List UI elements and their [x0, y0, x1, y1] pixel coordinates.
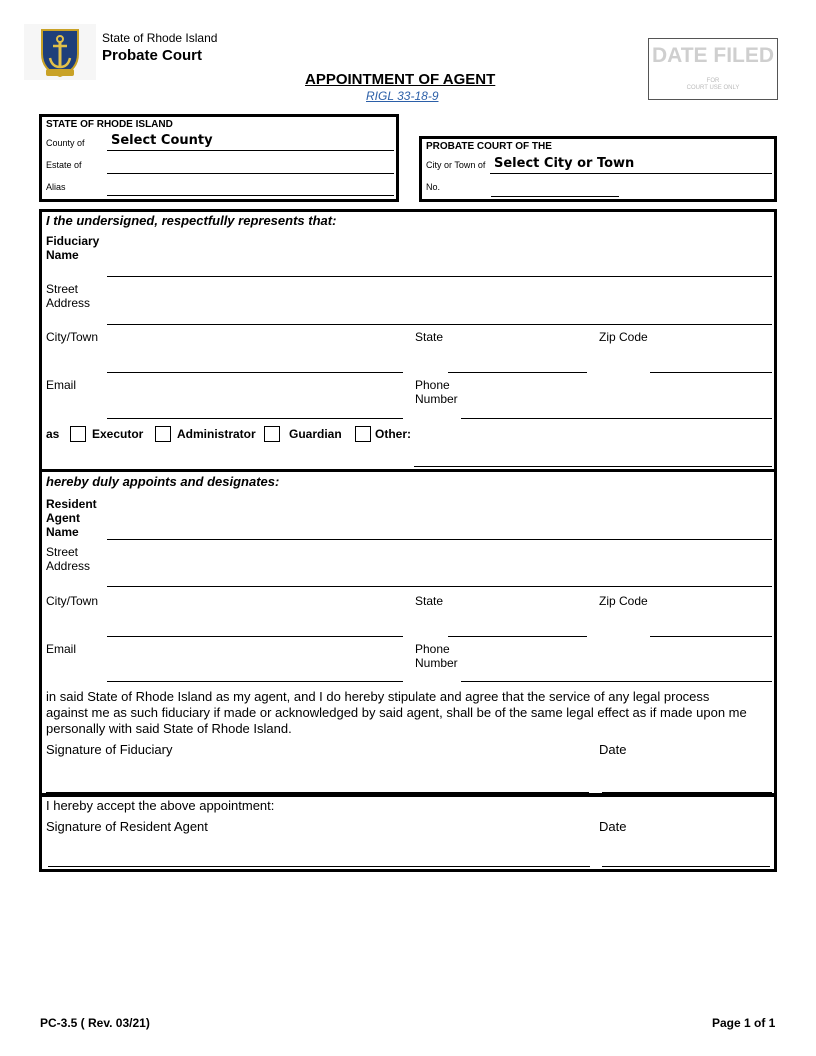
agent-name-line [107, 539, 772, 540]
fiduciary-phone-label-2: Number [415, 392, 458, 406]
fiduciary-street-label-1: Street [46, 282, 79, 296]
court-name: Probate Court [102, 47, 203, 64]
case-number-field[interactable] [491, 180, 619, 196]
county-label: County of [46, 138, 85, 148]
fiduciary-zip-label: Zip Code [599, 330, 648, 344]
fiduciary-state-line [448, 372, 587, 373]
city-town-label: City or Town of [426, 160, 486, 170]
agent-date-label: Date [599, 819, 627, 834]
probate-court-heading: PROBATE COURT OF THE [426, 141, 552, 152]
guardian-checkbox[interactable] [264, 426, 280, 442]
other-label: Other: [375, 427, 411, 441]
anchor-icon [24, 24, 96, 80]
agent-zip-label: Zip Code [599, 594, 648, 608]
agent-email-line [107, 681, 403, 682]
fiduciary-heading: I the undersigned, respectfully represents that: [46, 213, 337, 228]
fiduciary-zip-field[interactable] [650, 352, 772, 372]
case-number-line [491, 196, 619, 197]
court-use-label: COURT USE ONLY [686, 85, 740, 91]
administrator-checkbox[interactable] [155, 426, 171, 442]
fiduciary-city-line [107, 372, 403, 373]
stipulation-line-1: in said State of Rhode Island as my agent, and I do hereby stipulate and agree that the service of any legal process [46, 689, 710, 704]
fiduciary-city-field[interactable] [107, 352, 403, 372]
fiduciary-email-label: Email [46, 378, 77, 392]
date-filed-box [648, 38, 778, 100]
date-filed-label: DATE FILED [651, 44, 775, 67]
alias-line [107, 195, 394, 196]
fiduciary-city-label: City/Town [46, 330, 99, 344]
agent-phone-label-2: Number [415, 656, 458, 670]
agent-zip-field[interactable] [650, 616, 772, 636]
state-heading: STATE OF RHODE ISLAND [46, 119, 173, 130]
fiduciary-name-label-2: Name [46, 248, 79, 262]
fiduciary-phone-field[interactable] [461, 398, 772, 418]
other-checkbox[interactable] [355, 426, 371, 442]
agent-name-label-2: Agent [46, 511, 80, 525]
alias-label: Alias [46, 182, 66, 192]
stipulation-line-2: against me as such fiduciary if made or acknowledged by said agent, shall be of the same legal effect as if made upon me [46, 705, 747, 720]
fiduciary-signature-field[interactable] [46, 772, 589, 792]
agent-heading: hereby duly appoints and designates: [46, 474, 280, 489]
agent-zip-line [650, 636, 772, 637]
agent-phone-label [415, 642, 458, 670]
city-town-line [490, 173, 772, 174]
agent-email-label: Email [46, 642, 77, 656]
fiduciary-zip-line [650, 372, 772, 373]
fiduciary-name-label-1: Fiduciary [46, 234, 100, 248]
fiduciary-signature-line [46, 792, 589, 793]
page-number: Page 1 of 1 [712, 1016, 776, 1030]
fiduciary-date-line [602, 792, 772, 793]
fiduciary-street-label [46, 282, 90, 310]
estate-label: Estate of [46, 160, 82, 170]
fiduciary-email-field[interactable] [107, 398, 403, 418]
agent-phone-field[interactable] [461, 661, 772, 681]
fiduciary-phone-label-1: Phone [415, 378, 450, 392]
fiduciary-street-label-2: Address [46, 296, 91, 310]
stipulation-text [46, 689, 774, 737]
fiduciary-name-field[interactable] [107, 256, 772, 276]
agent-name-label [46, 497, 97, 539]
estate-line [107, 173, 394, 174]
agent-city-label: City/Town [46, 594, 99, 608]
fiduciary-name-label [46, 234, 99, 262]
agent-signature-line [48, 866, 590, 867]
agent-date-field[interactable] [602, 846, 770, 866]
agent-city-line [107, 636, 403, 637]
city-town-select[interactable]: Select City or Town [494, 156, 635, 171]
stipulation-line-3: personally with said State of Rhode Island. [46, 721, 292, 736]
fiduciary-state-field[interactable] [448, 352, 587, 372]
other-field[interactable] [414, 446, 772, 466]
agent-signature-label: Signature of Resident Agent [46, 819, 208, 834]
agent-date-line [602, 866, 770, 867]
agent-name-label-1: Resident [46, 497, 97, 511]
agent-signature-field[interactable] [48, 846, 590, 866]
agent-city-field[interactable] [107, 616, 403, 636]
fiduciary-phone-line [461, 418, 772, 419]
fiduciary-date-label: Date [599, 742, 627, 757]
statute-link[interactable]: RIGL 33-18-9 [366, 89, 439, 103]
agent-phone-line [461, 681, 772, 682]
agent-street-label-2: Address [46, 559, 91, 573]
case-number-label: No. [426, 182, 441, 192]
county-line [107, 150, 394, 151]
guardian-label: Guardian [289, 427, 342, 441]
fiduciary-date-field[interactable] [602, 772, 772, 792]
estate-field[interactable] [107, 156, 394, 173]
agent-state-label: State [415, 594, 444, 608]
fiduciary-state-label: State [415, 330, 444, 344]
administrator-label: Administrator [177, 427, 256, 441]
as-label: as [46, 427, 60, 441]
agent-state-field[interactable] [448, 616, 587, 636]
state-name: State of Rhode Island [102, 31, 218, 45]
agent-street-line [107, 586, 772, 587]
fiduciary-signature-label: Signature of Fiduciary [46, 742, 173, 757]
state-seal [24, 24, 96, 80]
agent-street-label-1: Street [46, 545, 79, 559]
for-label: FOR [706, 78, 720, 84]
agent-phone-label-1: Phone [415, 642, 450, 656]
county-select[interactable]: Select County [111, 133, 213, 148]
agent-state-line [448, 636, 587, 637]
agent-email-field[interactable] [107, 661, 403, 681]
agent-street-label [46, 545, 90, 573]
page-title: APPOINTMENT OF AGENT [305, 71, 496, 88]
acceptance-text: I hereby accept the above appointment: [46, 798, 275, 813]
agent-name-field[interactable] [107, 519, 772, 539]
fiduciary-phone-label [415, 378, 458, 406]
fiduciary-street-field[interactable] [107, 304, 772, 324]
agent-street-field[interactable] [107, 566, 772, 586]
other-line [414, 466, 772, 467]
fiduciary-name-line [107, 276, 772, 277]
executor-checkbox[interactable] [70, 426, 86, 442]
agent-name-label-3: Name [46, 525, 79, 539]
fiduciary-email-line [107, 418, 403, 419]
alias-field[interactable] [107, 178, 394, 195]
form-id: PC-3.5 ( Rev. 03/21) [40, 1016, 150, 1030]
fiduciary-street-line [107, 324, 772, 325]
executor-label: Executor [92, 427, 144, 441]
